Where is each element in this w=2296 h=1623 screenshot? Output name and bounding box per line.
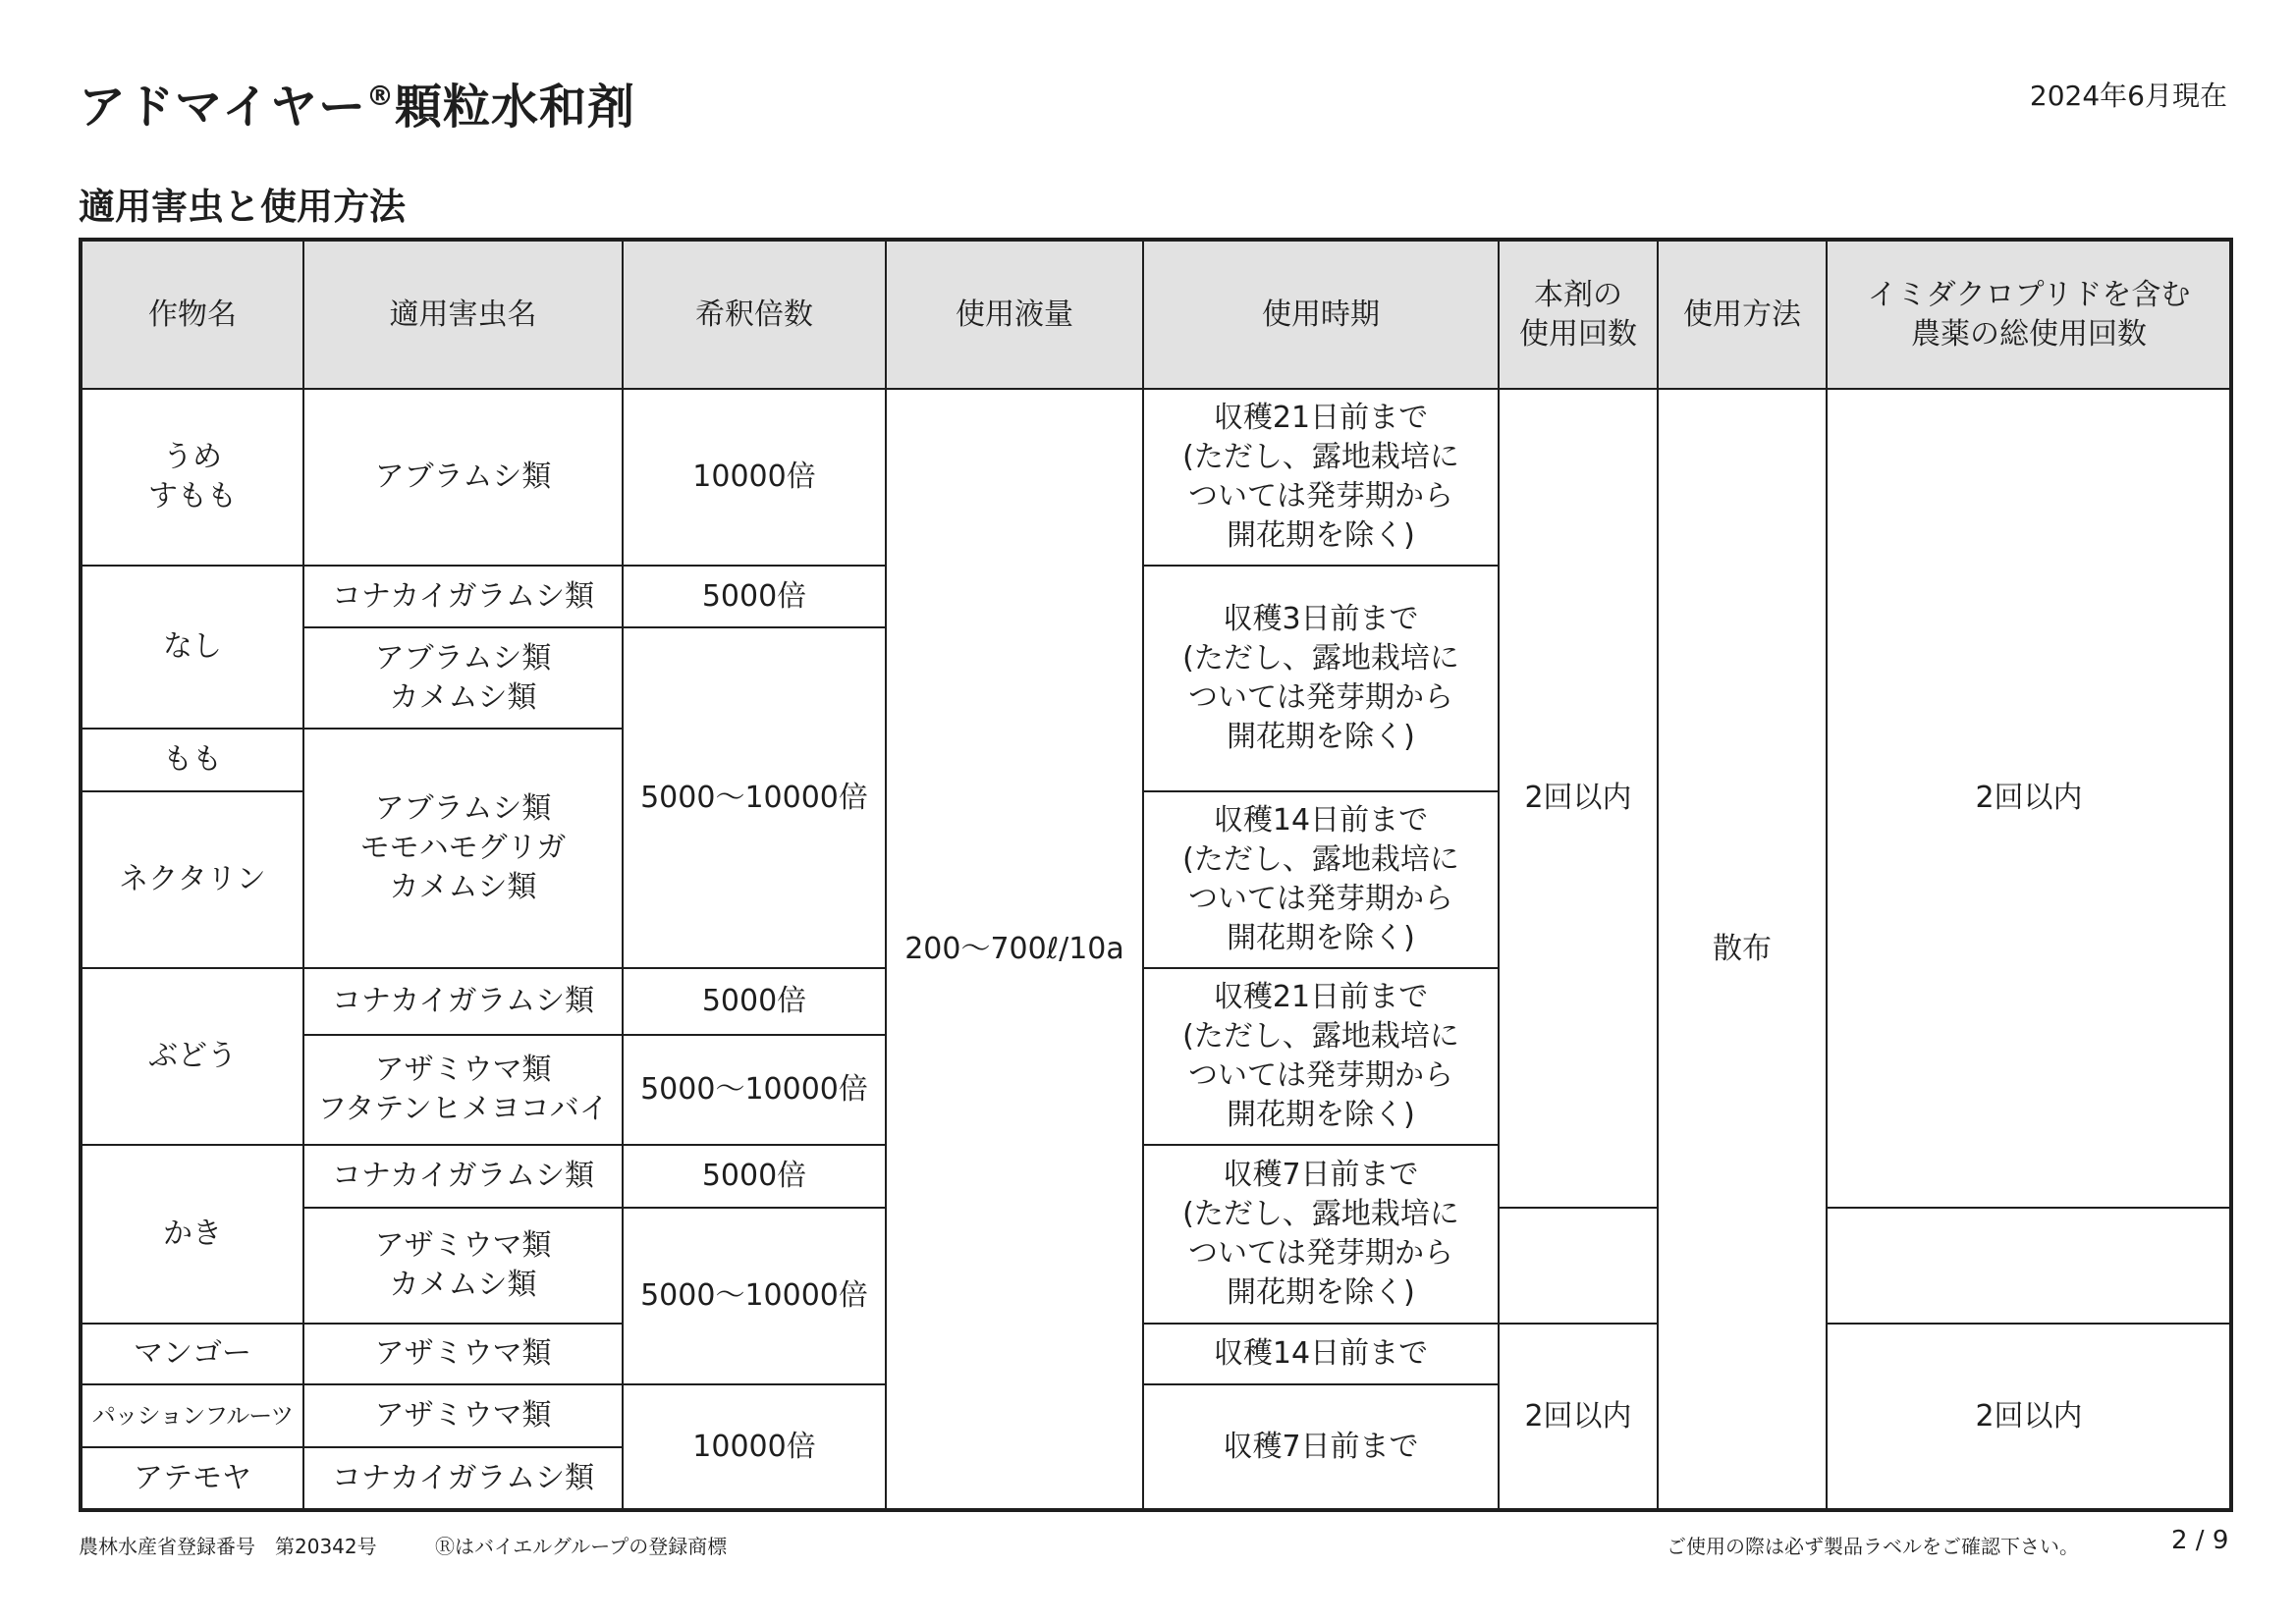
col-header-dilution: 希釈倍数 <box>623 240 886 389</box>
crop-cell: ネクタリン <box>81 791 303 968</box>
crop-cell: なし <box>81 566 303 729</box>
pest-cell: アザミウマ類 <box>303 1384 623 1447</box>
trademark-notice: Ⓡはバイエルグループの登録商標 <box>435 1535 728 1558</box>
col-header-total: イミダクロプリドを含む 農薬の総使用回数 <box>1827 240 2231 389</box>
dilution-cell: 5000倍 <box>623 566 886 627</box>
crop-cell: うめ すもも <box>81 389 303 566</box>
product-formulation: 顆粒水和剤 <box>395 80 636 135</box>
timing-cell: 収穫14日前まで <box>1143 1324 1499 1384</box>
pest-cell: アブラムシ類 カメムシ類 <box>303 627 623 729</box>
crop-cell: マンゴー <box>81 1324 303 1384</box>
col-header-method: 使用方法 <box>1658 240 1827 389</box>
pest-cell: アブラムシ類 モモハモグリガ カメムシ類 <box>303 729 623 968</box>
crop-cell: ぶどう <box>81 968 303 1145</box>
total-count-cell: 2回以内 <box>1827 389 2231 1208</box>
as-of-date: 2024年6月現在 <box>2029 80 2227 112</box>
count-cell: 2回以内 <box>1499 389 1658 1208</box>
dilution-cell: 5000〜10000倍 <box>623 1208 886 1384</box>
dilution-cell: 5000倍 <box>623 968 886 1035</box>
product-name: アドマイヤー <box>79 80 367 135</box>
dilution-cell: 10000倍 <box>623 389 886 566</box>
method-cell: 散布 <box>1658 389 1827 1510</box>
dilution-cell: 5000倍 <box>623 1145 886 1208</box>
pest-cell: コナカイガラムシ類 <box>303 1145 623 1208</box>
col-header-pest: 適用害虫名 <box>303 240 623 389</box>
dilution-cell: 10000倍 <box>623 1384 886 1510</box>
crop-cell: パッションフルーツ <box>81 1384 303 1447</box>
timing-cell: 収穫21日前まで (ただし、露地栽培に ついては発芽期から 開花期を除く) <box>1143 968 1499 1145</box>
crop-cell: もも <box>81 729 303 791</box>
timing-cell: 収穫7日前まで <box>1143 1384 1499 1510</box>
section-heading: 適用害虫と使用方法 <box>79 186 406 228</box>
pest-cell: コナカイガラムシ類 <box>303 1447 623 1510</box>
col-header-timing: 使用時期 <box>1143 240 1499 389</box>
page-number: 2 / 9 <box>2171 1526 2229 1555</box>
pest-cell: アブラムシ類 <box>303 389 623 566</box>
crop-cell: アテモヤ <box>81 1447 303 1510</box>
table-row <box>81 1324 2231 1384</box>
col-header-count: 本剤の 使用回数 <box>1499 240 1658 389</box>
count-cell: 2回以内 <box>1499 1324 1658 1510</box>
pest-cell: コナカイガラムシ類 <box>303 566 623 627</box>
timing-cell: 収穫21日前まで (ただし、露地栽培に ついては発芽期から 開花期を除く) <box>1143 389 1499 566</box>
crop-cell: かき <box>81 1145 303 1324</box>
registered-mark: ® <box>366 80 396 112</box>
volume-cell: 200〜700ℓ/10a <box>886 389 1143 1510</box>
col-header-crop: 作物名 <box>81 240 303 389</box>
col-header-volume: 使用液量 <box>886 240 1143 389</box>
table-row <box>81 389 2231 566</box>
header-row <box>81 240 2231 389</box>
application-table <box>79 238 2233 1512</box>
timing-cell: 収穫3日前まで (ただし、露地栽培に ついては発芽期から 開花期を除く) <box>1143 566 1499 791</box>
pest-cell: アザミウマ類 <box>303 1324 623 1384</box>
product-title <box>79 69 635 136</box>
label-notice: ご使用の際は必ず製品ラベルをご確認下さい。 <box>1667 1535 2079 1558</box>
total-count-cell: 2回以内 <box>1827 1324 2231 1510</box>
dilution-cell: 5000〜10000倍 <box>623 1035 886 1145</box>
dilution-cell: 5000〜10000倍 <box>623 627 886 968</box>
pest-cell: アザミウマ類 フタテンヒメヨコバイ <box>303 1035 623 1145</box>
pest-cell: コナカイガラムシ類 <box>303 968 623 1035</box>
timing-cell: 収穫7日前まで (ただし、露地栽培に ついては発芽期から 開花期を除く) <box>1143 1145 1499 1324</box>
pest-cell: アザミウマ類 カメムシ類 <box>303 1208 623 1324</box>
timing-cell: 収穫14日前まで (ただし、露地栽培に ついては発芽期から 開花期を除く) <box>1143 791 1499 968</box>
registration-number: 農林水産省登録番号 第20342号 <box>79 1535 377 1558</box>
